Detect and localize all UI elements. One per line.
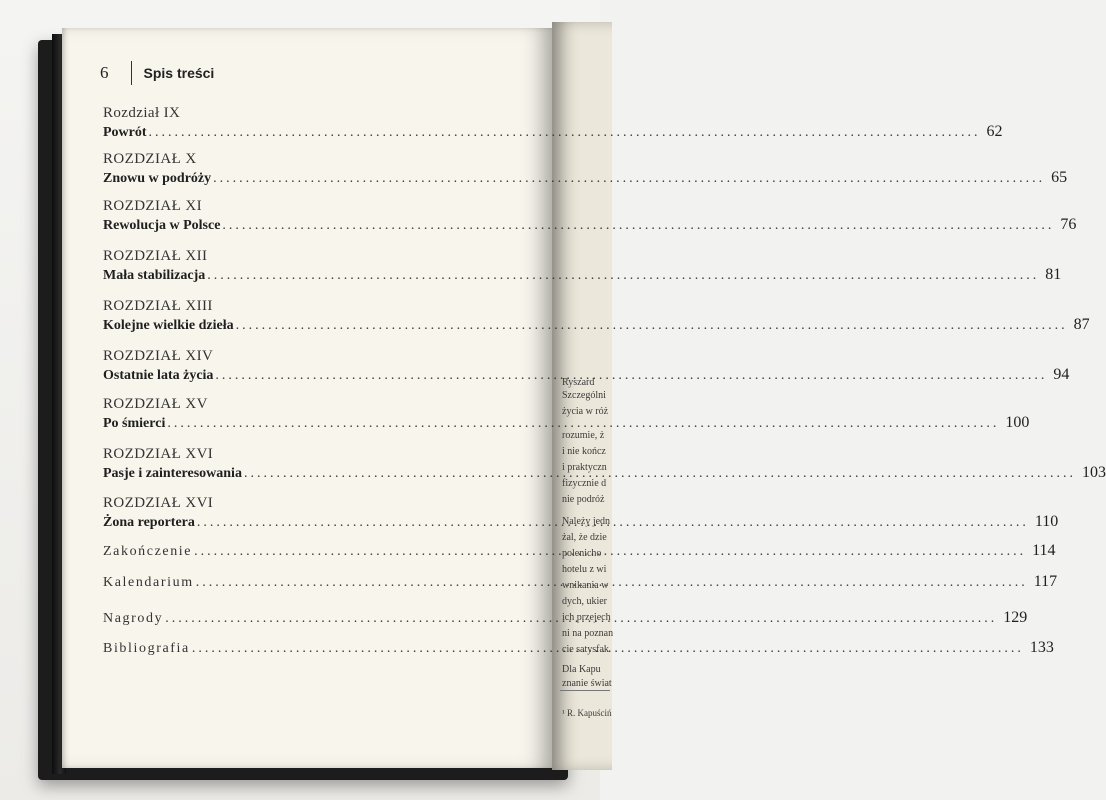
chapter-label: ROZDZIAŁ X <box>103 151 197 167</box>
toc-entry <box>103 247 1062 286</box>
page-ref: 129 <box>1003 609 1028 626</box>
dot-leader <box>197 513 1029 533</box>
dot-leader <box>192 638 1024 660</box>
right-page-line: hotelu z wi <box>562 564 607 575</box>
dot-leader <box>194 541 1026 563</box>
dot-leader <box>165 608 997 630</box>
page-ref: 133 <box>1029 639 1054 656</box>
right-page-line: nie podróż <box>562 494 605 505</box>
dot-leader <box>196 572 1028 594</box>
chapter-label: ROZDZIAŁ XVI <box>103 446 214 462</box>
right-page-line: Dla Kapu <box>562 664 601 675</box>
chapter-title: Mała stabilizacja <box>103 268 206 283</box>
chapter-title: Kolejne wielkie dzieła <box>103 318 234 333</box>
chapter-title: Żona reportera <box>103 515 195 530</box>
page-number: 6 <box>100 63 109 82</box>
chapter-title: Znowu w podróży <box>103 171 212 186</box>
header-divider <box>131 61 132 85</box>
dot-leader <box>207 266 1039 286</box>
toc-entry <box>103 104 1003 143</box>
right-page-line: fizycznie d <box>562 478 607 489</box>
chapter-label: ROZDZIAŁ XI <box>103 198 202 214</box>
page-ref: 87 <box>1073 316 1090 333</box>
right-page-line: Należy jedn <box>562 516 611 527</box>
right-page-line: Szczególni <box>562 390 606 401</box>
chapter-label: ROZDZIAŁ XVI <box>103 495 214 511</box>
chapter-label: ROZDZIAŁ XIV <box>103 348 214 364</box>
chapter-title: Powrót <box>103 125 147 140</box>
chapter-label: ROZDZIAŁ XII <box>103 248 208 264</box>
chapter-label: ROZDZIAŁ XV <box>103 396 208 412</box>
endmatter-title: Bibliografia <box>103 641 190 656</box>
dot-leader <box>167 414 999 434</box>
dot-leader <box>244 464 1076 484</box>
endmatter-title: Zakończenie <box>103 544 193 559</box>
toc-entry <box>103 197 1077 236</box>
right-page-line: wnikania w <box>562 580 609 591</box>
right-page-line: cie satysfak <box>562 644 609 655</box>
right-page-line: polenicho <box>562 548 602 559</box>
page-ref: 65 <box>1051 169 1068 186</box>
right-page-line: rozumie, ż <box>562 430 605 441</box>
dot-leader <box>236 316 1068 336</box>
right-page-line: Ryszard <box>562 377 595 388</box>
endmatter-title: Nagrody <box>103 611 164 626</box>
chapter-title: Ostatnie lata życia <box>103 368 214 383</box>
page-ref: 114 <box>1032 542 1056 559</box>
page-ref: 117 <box>1033 573 1058 590</box>
toc-entry <box>103 297 1090 336</box>
toc-entry <box>103 150 1068 189</box>
page-ref: 76 <box>1060 216 1077 233</box>
footnote-rule <box>560 690 610 691</box>
right-page-line: i praktyczn <box>562 462 607 473</box>
dot-leader <box>213 169 1045 189</box>
page-ref: 100 <box>1005 414 1030 431</box>
page-header <box>100 58 214 88</box>
page-ref: 103 <box>1081 464 1106 481</box>
right-page-line: żal, że dzie <box>562 532 607 543</box>
right-page-line: ni na poznan <box>562 628 614 639</box>
dot-leader <box>215 366 1047 386</box>
chapter-title: Pasje i zainteresowania <box>103 466 242 481</box>
page-ref: 81 <box>1045 266 1062 283</box>
page-ref: 110 <box>1034 513 1059 530</box>
endmatter-title: Kalendarium <box>103 575 194 590</box>
right-page-line: ich przejech <box>562 612 611 623</box>
right-page-line: znanie świat <box>562 678 612 689</box>
right-page-footnote: ¹ R. Kapuściń <box>562 708 612 718</box>
section-title: Spis treści <box>143 65 215 81</box>
chapter-label: Rozdział IX <box>103 105 181 121</box>
page-ref: 94 <box>1053 366 1070 383</box>
chapter-title: Po śmierci <box>103 416 166 431</box>
dot-leader <box>222 216 1054 236</box>
right-page-line: i nie kończ <box>562 446 606 457</box>
chapter-title: Rewolucja w Polsce <box>103 218 221 233</box>
page-ref: 62 <box>986 123 1003 140</box>
dot-leader <box>149 123 981 143</box>
right-page-line: życia w róż <box>562 406 609 417</box>
right-page-line: dych, ukier <box>562 596 607 607</box>
chapter-label: ROZDZIAŁ XIII <box>103 298 213 314</box>
